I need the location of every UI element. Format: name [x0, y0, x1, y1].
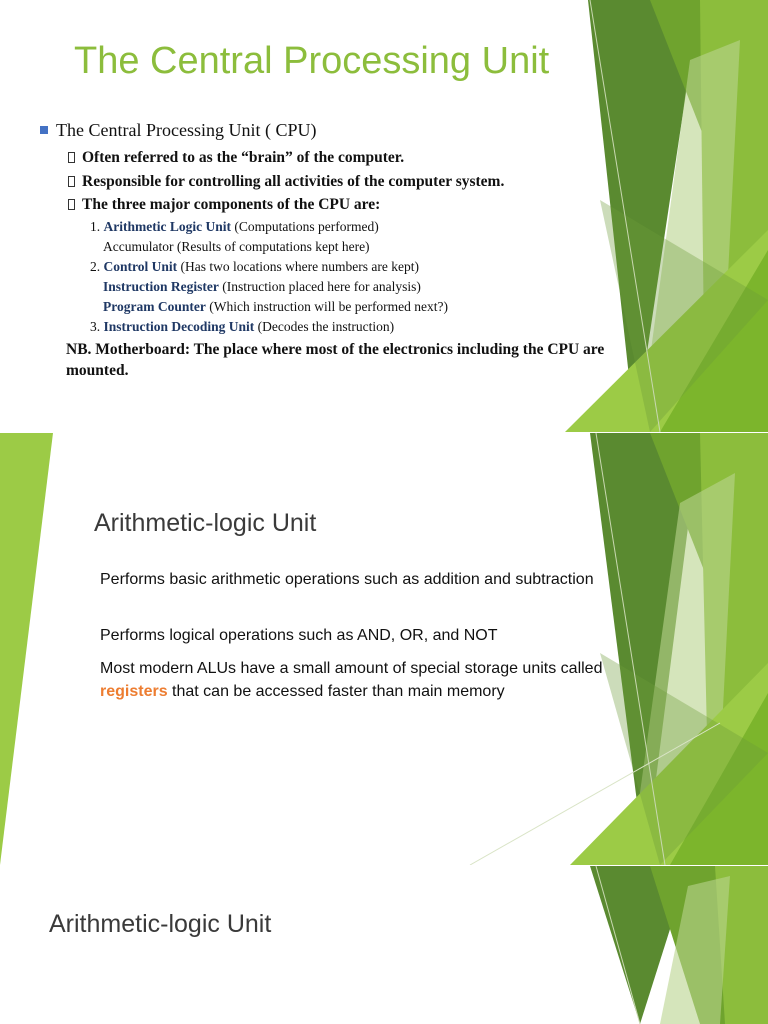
component-line: 3. Instruction Decoding Unit (Decodes the instruction) — [90, 319, 395, 334]
missing-glyph-icon — [68, 152, 75, 163]
highlight-registers: registers — [100, 683, 168, 700]
component-line: 1. Arithmetic Logic Unit (Computations performed) — [90, 219, 379, 234]
paragraph: Most modern ALUs have a small amount of special storage units called registers that can be accessed faster than main memory — [100, 660, 603, 700]
slide-title: Arithmetic-logic Unit — [94, 509, 317, 537]
slide-2 — [0, 433, 768, 865]
green-decoration — [0, 866, 768, 1024]
bullet-main: The Central Processing Unit ( CPU) — [40, 120, 316, 141]
paragraph: Performs logical operations such as AND, OR, and NOT — [100, 627, 498, 644]
sub-bullet: Often referred to as the “brain” of the computer. — [68, 149, 404, 167]
nb-note: NB. Motherboard: The place where most of the electronics including the CPU are mounted. — [66, 341, 605, 379]
missing-glyph-icon — [68, 176, 75, 187]
slide-title: The Central Processing Unit — [74, 40, 550, 82]
slide-3 — [0, 866, 768, 1024]
green-decoration — [0, 433, 768, 865]
component-line: Instruction Register (Instruction placed here for analysis) — [103, 279, 421, 294]
component-line: Program Counter (Which instruction will be performed next?) — [103, 299, 449, 314]
square-bullet-icon — [40, 126, 48, 134]
slide-title: Arithmetic-logic Unit — [49, 910, 272, 938]
slide-1 — [0, 0, 768, 432]
component-line: 2. Control Unit (Has two locations where numbers are kept) — [90, 259, 419, 274]
component-line: Accumulator (Results of computations kept here) — [103, 239, 370, 254]
paragraph: Performs basic arithmetic operations such as addition and subtraction — [100, 571, 594, 588]
sub-bullet: The three major components of the CPU are: — [68, 196, 380, 214]
missing-glyph-icon — [68, 199, 75, 210]
sub-bullet: Responsible for controlling all activities of the computer system. — [68, 173, 504, 191]
